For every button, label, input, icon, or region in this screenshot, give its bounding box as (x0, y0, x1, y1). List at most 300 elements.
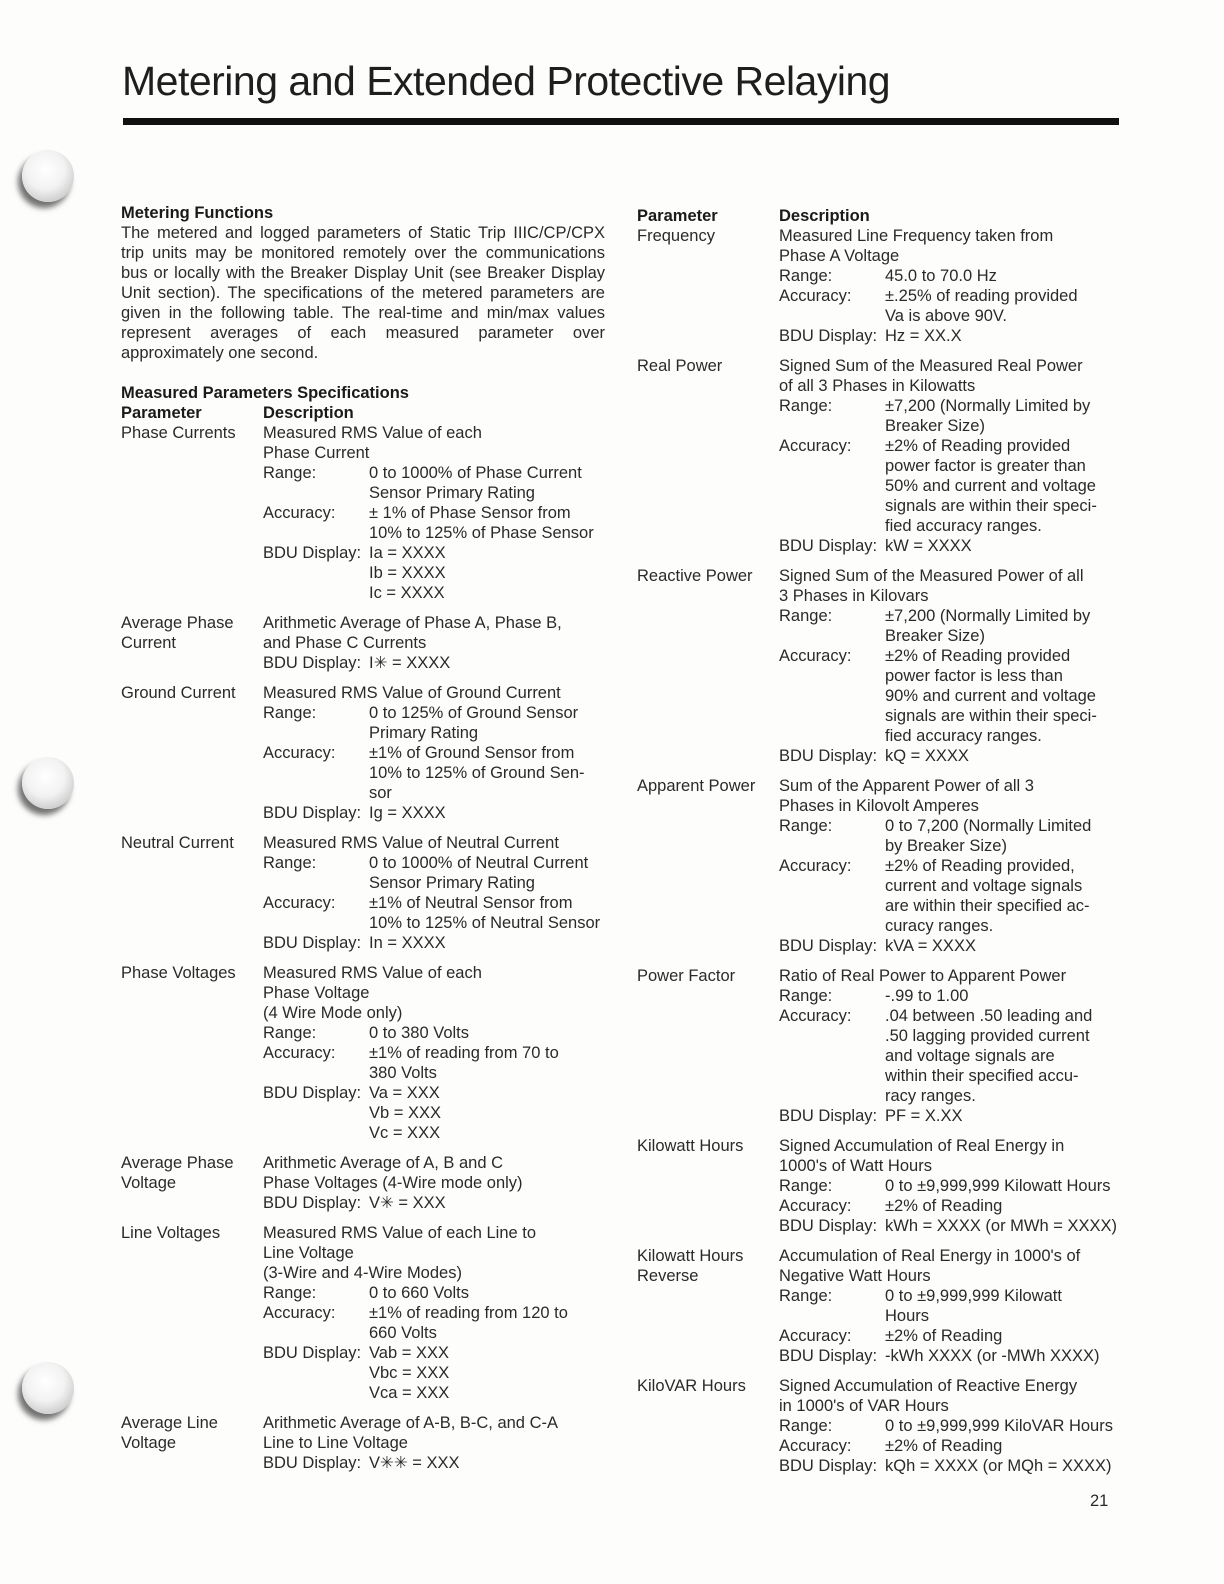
spec-label: BDU Display: (779, 1457, 878, 1475)
left-parameter-list (121, 423, 605, 1473)
spec-value-line: 0 to ±9,999,999 Kilowatt (885, 1287, 1062, 1305)
spec-value-line: 10% to 125% of Phase Sensor (369, 524, 594, 542)
parameter-row (121, 613, 605, 673)
spec-field (263, 933, 605, 953)
spec-label: Range: (263, 1024, 317, 1042)
spec-value-line: 660 Volts (369, 1324, 437, 1342)
parameter-description (779, 566, 1119, 766)
spec-field (779, 266, 1119, 286)
spec-value-line: within their specified accu- (885, 1067, 1079, 1085)
spec-label: Range: (263, 1284, 317, 1302)
spec-value-line: Hz = XX.X (885, 327, 962, 345)
description-line: (4 Wire Mode only) (263, 1004, 403, 1022)
spec-value (885, 1416, 1119, 1436)
spec-value-line: current and voltage signals (885, 877, 1083, 895)
description-line: 3 Phases in Kilovars (779, 587, 929, 605)
spec-value-line: 0 to 125% of Ground Sensor (369, 704, 579, 722)
spec-value (885, 856, 1119, 936)
description-line: Ratio of Real Power to Apparent Power (779, 967, 1067, 985)
spec-value-line: Sensor Primary Rating (369, 484, 535, 502)
spec-field (263, 503, 605, 543)
page-title: Metering and Extended Protective Relaying (122, 58, 891, 104)
spec-label: BDU Display: (263, 654, 362, 672)
spec-value (369, 743, 605, 803)
parameter-name: Reactive Power (637, 567, 753, 585)
spec-label: BDU Display: (779, 747, 878, 765)
spec-value-line: sor (369, 784, 392, 802)
description-line: Arithmetic Average of A-B, B-C, and C-A (263, 1414, 558, 1432)
title-rule (123, 118, 1119, 125)
parameter-description (263, 963, 605, 1143)
spec-field (263, 1023, 605, 1043)
parameter-name: Power Factor (637, 967, 736, 985)
spec-value-line: ±2% of Reading provided, (885, 857, 1075, 875)
spec-label: Range: (263, 854, 317, 872)
description-line: Phase Current (263, 444, 370, 462)
spec-field (779, 1216, 1119, 1236)
spec-value-line: PF = X.XX (885, 1107, 963, 1125)
spec-value-line: kW = XXXX (885, 537, 972, 555)
spec-value-line: 0 to 7,200 (Normally Limited (885, 817, 1092, 835)
spec-value-line: kQ = XXXX (885, 747, 969, 765)
spec-label: BDU Display: (779, 327, 878, 345)
spec-label: Accuracy: (779, 1437, 852, 1455)
spec-field (263, 1083, 605, 1143)
parameter-name: Frequency (637, 227, 715, 245)
spec-label: Accuracy: (779, 647, 852, 665)
description-line: and Phase C Currents (263, 634, 427, 652)
parameter-row (637, 776, 1119, 956)
binder-hole-top (22, 150, 74, 202)
spec-value-line: Vbc = XXX (369, 1364, 450, 1382)
spec-value (369, 1083, 605, 1143)
spec-value (369, 803, 605, 823)
parameter-name: Neutral Current (121, 834, 234, 852)
spec-label: Range: (263, 704, 317, 722)
spec-value-line: 380 Volts (369, 1064, 437, 1082)
spec-field (263, 463, 605, 503)
spec-value (369, 1283, 605, 1303)
spec-value (885, 746, 1119, 766)
spec-value-line: .50 lagging provided current (885, 1027, 1090, 1045)
spec-field (779, 646, 1119, 746)
spec-value-line: by Breaker Size) (885, 837, 1007, 855)
parameter-row (121, 833, 605, 953)
spec-field (779, 986, 1119, 1006)
spec-value-line: ±2% of Reading (885, 1197, 1003, 1215)
parameter-row (637, 356, 1119, 556)
description-line: Phases in Kilovolt Amperes (779, 797, 979, 815)
spec-label: BDU Display: (263, 804, 362, 822)
parameter-name: KiloVAR Hours (637, 1377, 746, 1395)
spec-value-line: ±1% of reading from 70 to (369, 1044, 559, 1062)
spec-value-line: Va is above 90V. (885, 307, 1008, 325)
spec-field (263, 1343, 605, 1403)
parameter-name: Phase Voltages (121, 964, 236, 982)
spec-value-line: racy ranges. (885, 1087, 976, 1105)
parameter-name: Kilowatt Hours (637, 1137, 744, 1155)
parameter-row (637, 1376, 1119, 1476)
description-line: Phase A Voltage (779, 247, 900, 265)
spec-label: Range: (779, 1177, 833, 1195)
spec-value (885, 1006, 1119, 1106)
description-line: Measured RMS Value of each Line to (263, 1224, 537, 1242)
spec-label: BDU Display: (779, 537, 878, 555)
spec-field (779, 1456, 1119, 1476)
spec-value-line: 90% and current and voltage (885, 687, 1096, 705)
spec-value-line: ±2% of Reading (885, 1437, 1003, 1455)
spec-value (369, 1193, 605, 1213)
spec-value-line: Vca = XXX (369, 1384, 450, 1402)
spec-value-line: curacy ranges. (885, 917, 994, 935)
spec-field (779, 606, 1119, 646)
parameter-row (121, 1413, 605, 1473)
description-line: in 1000's of VAR Hours (779, 1397, 949, 1415)
spec-label: Range: (779, 267, 833, 285)
spec-label: Range: (779, 1417, 833, 1435)
spec-label: BDU Display: (779, 937, 878, 955)
description-column-header-right: Description (779, 207, 870, 225)
spec-value (369, 1023, 605, 1043)
spec-field (779, 1346, 1119, 1366)
spec-label: Accuracy: (779, 857, 852, 875)
spec-value (885, 396, 1119, 436)
spec-label: BDU Display: (779, 1347, 878, 1365)
spec-label: Accuracy: (263, 1304, 336, 1322)
spec-label: Accuracy: (263, 504, 336, 522)
spec-field (779, 856, 1119, 936)
description-line: Line Voltage (263, 1244, 354, 1262)
parameter-row (121, 1153, 605, 1213)
spec-value (885, 326, 1119, 346)
spec-label: BDU Display: (263, 934, 362, 952)
spec-field (263, 1043, 605, 1083)
parameter-row (637, 966, 1119, 1126)
table-header-right (637, 206, 1119, 226)
description-line: Accumulation of Real Energy in 1000's of (779, 1247, 1081, 1265)
spec-label: BDU Display: (263, 1344, 362, 1362)
parameter-row (121, 963, 605, 1143)
spec-label: BDU Display: (779, 1107, 878, 1125)
spec-label: Accuracy: (779, 1007, 852, 1025)
spec-field (779, 936, 1119, 956)
spec-field (779, 1436, 1119, 1456)
specs-heading: Measured Parameters Specifications (121, 384, 409, 402)
spec-value-line: kWh = XXXX (or MWh = XXXX) (885, 1217, 1117, 1235)
spec-field (263, 653, 605, 673)
spec-value (885, 1326, 1119, 1346)
spec-field (779, 816, 1119, 856)
parameter-name: Apparent Power (637, 777, 756, 795)
spec-value (885, 1436, 1119, 1456)
parameter-name: Average Phase Voltage (121, 1154, 234, 1192)
spec-value-line: 0 to ±9,999,999 KiloVAR Hours (885, 1417, 1113, 1435)
parameter-row (637, 1136, 1119, 1236)
spec-label: Accuracy: (779, 287, 852, 305)
description-line: Measured RMS Value of Neutral Current (263, 834, 559, 852)
spec-value-line: ±7,200 (Normally Limited by (885, 397, 1091, 415)
spec-value-line: ±2% of Reading provided (885, 647, 1071, 665)
right-parameter-list (637, 226, 1119, 1476)
spec-label: Range: (263, 464, 317, 482)
spec-field (779, 536, 1119, 556)
spec-value-line: .04 between .50 leading and (885, 1007, 1093, 1025)
spec-label: Accuracy: (263, 1044, 336, 1062)
spec-label: BDU Display: (263, 1454, 362, 1472)
description-line: of all 3 Phases in Kilowatts (779, 377, 976, 395)
spec-field (263, 893, 605, 933)
description-column-header: Description (263, 404, 354, 422)
parameter-name: Kilowatt Hours Reverse (637, 1247, 744, 1285)
spec-label: Accuracy: (779, 437, 852, 455)
spec-value-line: V✳ = XXX (369, 1194, 446, 1212)
metering-intro-paragraph: The metered and logged parameters of Static Trip IIIC/CP/CPX trip units may be monitored remotely over the communications bus or locally with the Breaker Display Unit (see Breaker Display Unit section). The specifications of the metered parameters are given in the following table. The real-time and min/max values represent averages of each measured parameter over approximately one second. (121, 224, 605, 362)
spec-field (779, 1176, 1119, 1196)
spec-value-line: ±1% of Neutral Sensor from (369, 894, 573, 912)
spec-value-line: ±1% of reading from 120 to (369, 1304, 568, 1322)
spec-field (779, 1286, 1119, 1326)
description-line: Signed Accumulation of Real Energy in (779, 1137, 1065, 1155)
parameter-description (263, 1223, 605, 1403)
spec-value-line: 0 to 1000% of Phase Current (369, 464, 582, 482)
parameter-description (263, 613, 605, 673)
spec-value-line: 45.0 to 70.0 Hz (885, 267, 997, 285)
spec-value (369, 1343, 605, 1403)
spec-label: Range: (779, 1287, 833, 1305)
spec-field (263, 543, 605, 603)
spec-value (369, 1453, 605, 1473)
right-column (631, 206, 1119, 1486)
parameter-description (779, 226, 1119, 346)
parameter-name: Real Power (637, 357, 723, 375)
spec-field (263, 1193, 605, 1213)
spec-field (779, 1326, 1119, 1346)
spec-label: Accuracy: (263, 894, 336, 912)
description-line: (3-Wire and 4-Wire Modes) (263, 1264, 462, 1282)
spec-label: Accuracy: (263, 744, 336, 762)
spec-value (885, 1346, 1119, 1366)
description-line: Phase Voltages (4-Wire mode only) (263, 1174, 523, 1192)
spec-value-line: 0 to 1000% of Neutral Current (369, 854, 589, 872)
spec-value (369, 703, 605, 743)
parameter-row (637, 226, 1119, 346)
spec-label: BDU Display: (263, 1084, 362, 1102)
spec-field (263, 803, 605, 823)
spec-field (779, 286, 1119, 326)
spec-value-line: In = XXXX (369, 934, 446, 952)
spec-field (263, 743, 605, 803)
description-line: Measured RMS Value of each (263, 964, 482, 982)
description-line: Signed Sum of the Measured Real Power (779, 357, 1083, 375)
parameter-name: Ground Current (121, 684, 236, 702)
spec-label: BDU Display: (263, 1194, 362, 1212)
spec-field (263, 1453, 605, 1473)
spec-label: Accuracy: (779, 1327, 852, 1345)
spec-value (885, 816, 1119, 856)
description-line: Sum of the Apparent Power of all 3 (779, 777, 1034, 795)
spec-field (779, 326, 1119, 346)
spec-value (885, 286, 1119, 326)
spec-value-line: fied accuracy ranges. (885, 727, 1042, 745)
parameter-description (779, 1246, 1119, 1366)
spec-value-line: ±.25% of reading provided (885, 287, 1078, 305)
spec-label: Range: (779, 397, 833, 415)
parameter-row (121, 423, 605, 603)
table-header (121, 403, 605, 423)
spec-value-line: and voltage signals are (885, 1047, 1055, 1065)
spec-value (369, 543, 605, 603)
spec-value-line: Va = XXX (369, 1084, 440, 1102)
parameter-description (263, 423, 605, 603)
spec-value-line: Ia = XXXX (369, 544, 446, 562)
spec-value (885, 1106, 1119, 1126)
spec-field (779, 1416, 1119, 1436)
spec-value-line: 0 to 380 Volts (369, 1024, 469, 1042)
spec-value-line: ±7,200 (Normally Limited by (885, 607, 1091, 625)
spec-value-line: ±2% of Reading (885, 1327, 1003, 1345)
spec-field (779, 746, 1119, 766)
parameter-description (779, 776, 1119, 956)
description-line: Measured RMS Value of each (263, 424, 482, 442)
spec-value-line: 50% and current and voltage (885, 477, 1096, 495)
spec-value (369, 893, 605, 933)
spec-value-line: fied accuracy ranges. (885, 517, 1042, 535)
description-line: Signed Sum of the Measured Power of all (779, 567, 1084, 585)
spec-value (369, 853, 605, 893)
parameter-description (779, 966, 1119, 1126)
parameter-name: Line Voltages (121, 1224, 221, 1242)
spec-value-line: 10% to 125% of Ground Sen- (369, 764, 585, 782)
page-number: 21 (1090, 1492, 1109, 1510)
description-line: Measured RMS Value of Ground Current (263, 684, 561, 702)
spec-value (885, 1176, 1119, 1196)
spec-value-line: 0 to ±9,999,999 Kilowatt Hours (885, 1177, 1111, 1195)
spec-field (263, 1283, 605, 1303)
spec-value (885, 1196, 1119, 1216)
parameter-description (263, 683, 605, 823)
spec-label: Range: (779, 987, 833, 1005)
spec-value-line: Hours (885, 1307, 930, 1325)
left-column (117, 203, 605, 1483)
spec-value (369, 933, 605, 953)
spec-label: Range: (779, 607, 833, 625)
parameter-name: Phase Currents (121, 424, 236, 442)
spec-value (369, 653, 605, 673)
parameter-name: Average Line Voltage (121, 1414, 218, 1452)
parameter-description (263, 1413, 605, 1473)
spec-value (369, 1303, 605, 1343)
spec-value-line: power factor is greater than (885, 457, 1086, 475)
parameter-description (263, 833, 605, 953)
spec-value (885, 936, 1119, 956)
spec-value (885, 986, 1119, 1006)
spec-value-line: Ic = XXXX (369, 584, 445, 602)
spec-value-line: Ig = XXXX (369, 804, 446, 822)
spec-value-line: Breaker Size) (885, 417, 985, 435)
spec-value (885, 266, 1119, 286)
description-line: Negative Watt Hours (779, 1267, 931, 1285)
description-line: Phase Voltage (263, 984, 370, 1002)
description-line: Signed Accumulation of Reactive Energy (779, 1377, 1078, 1395)
spec-value (885, 606, 1119, 646)
parameter-description (779, 356, 1119, 556)
spec-value-line: kVA = XXXX (885, 937, 976, 955)
spec-label: Accuracy: (779, 1197, 852, 1215)
binder-hole-bottom (22, 1362, 74, 1414)
spec-field (779, 1196, 1119, 1216)
spec-value-line: -kWh XXXX (or -MWh XXXX) (885, 1347, 1100, 1365)
description-line: Measured Line Frequency taken from (779, 227, 1054, 245)
spec-value-line: ± 1% of Phase Sensor from (369, 504, 571, 522)
parameter-description (779, 1376, 1119, 1476)
parameter-row (121, 1223, 605, 1403)
spec-value-line: V✳✳ = XXX (369, 1454, 460, 1472)
spec-value (885, 1456, 1119, 1476)
parameter-description (263, 1153, 605, 1213)
spec-value (885, 436, 1119, 536)
spec-value-line: kQh = XXXX (or MQh = XXXX) (885, 1457, 1112, 1475)
spec-value (369, 1043, 605, 1083)
description-line: Arithmetic Average of A, B and C (263, 1154, 503, 1172)
description-line: Line to Line Voltage (263, 1434, 408, 1452)
spec-value (885, 646, 1119, 746)
spec-field (779, 436, 1119, 536)
spec-label: BDU Display: (779, 1217, 878, 1235)
spec-value-line: power factor is less than (885, 667, 1063, 685)
parameter-column-header-right: Parameter (637, 207, 718, 225)
spec-value-line: I✳ = XXXX (369, 654, 451, 672)
spec-value-line: ±2% of Reading provided (885, 437, 1071, 455)
spec-value-line: 0 to 660 Volts (369, 1284, 469, 1302)
spec-value-line: Breaker Size) (885, 627, 985, 645)
parameter-row (121, 683, 605, 823)
description-line: Arithmetic Average of Phase A, Phase B, (263, 614, 562, 632)
parameter-row (637, 566, 1119, 766)
description-line: 1000's of Watt Hours (779, 1157, 932, 1175)
spec-value (885, 1216, 1119, 1236)
spec-field (263, 1303, 605, 1343)
spec-field (779, 1006, 1119, 1106)
spec-value (885, 536, 1119, 556)
spec-value-line: Sensor Primary Rating (369, 874, 535, 892)
spec-label: BDU Display: (263, 544, 362, 562)
spec-value (369, 503, 605, 543)
parameter-row (637, 1246, 1119, 1366)
spec-value-line: are within their specified ac- (885, 897, 1090, 915)
parameter-description (779, 1136, 1119, 1236)
spec-value-line: 10% to 125% of Neutral Sensor (369, 914, 601, 932)
spec-value-line: Vab = XXX (369, 1344, 449, 1362)
spec-value-line: signals are within their speci- (885, 707, 1097, 725)
parameter-column-header: Parameter (121, 404, 202, 422)
spec-label: Range: (779, 817, 833, 835)
spec-value (369, 463, 605, 503)
spec-value (885, 1286, 1119, 1326)
spec-field (263, 703, 605, 743)
spec-value-line: Ib = XXXX (369, 564, 446, 582)
binder-hole-middle (22, 757, 74, 809)
spec-value-line: Vb = XXX (369, 1104, 442, 1122)
spec-value-line: Vc = XXX (369, 1124, 441, 1142)
spec-field (779, 1106, 1119, 1126)
spec-value-line: ±1% of Ground Sensor from (369, 744, 575, 762)
spec-field (263, 853, 605, 893)
metering-functions-heading: Metering Functions (121, 204, 274, 222)
spec-value-line: -.99 to 1.00 (885, 987, 969, 1005)
parameter-name: Average Phase Current (121, 614, 234, 652)
spec-value-line: Primary Rating (369, 724, 479, 742)
spec-field (779, 396, 1119, 436)
